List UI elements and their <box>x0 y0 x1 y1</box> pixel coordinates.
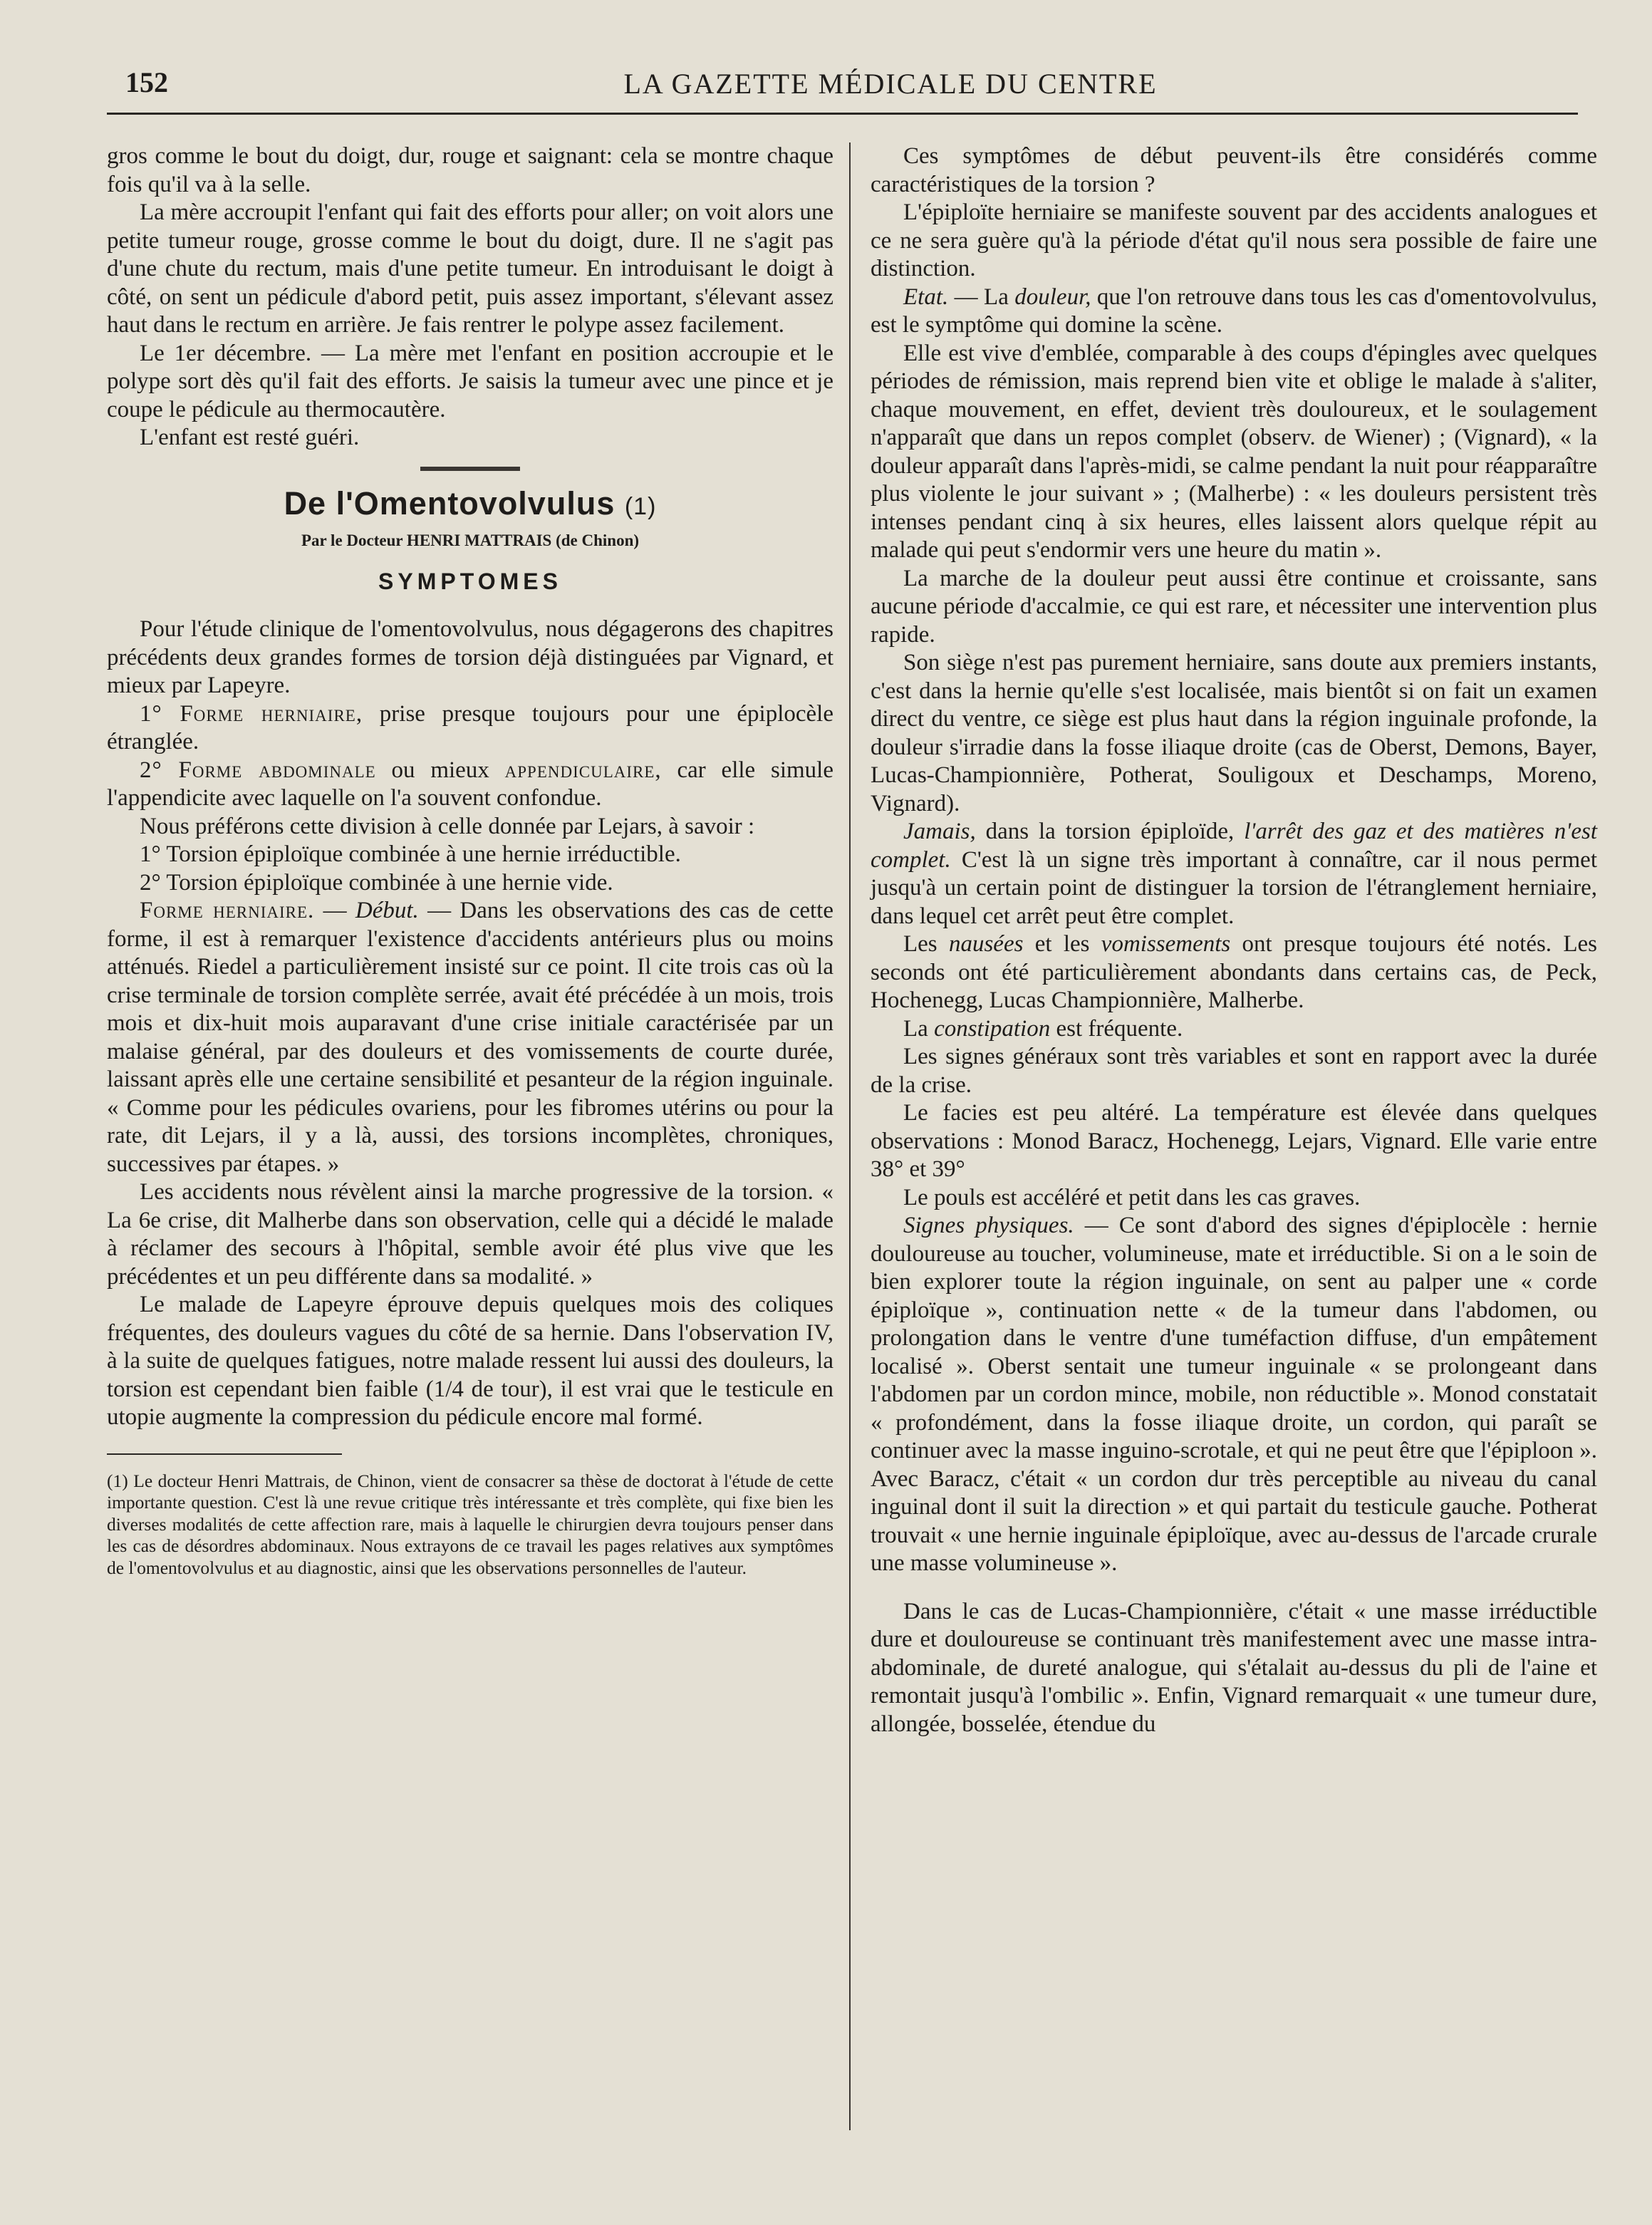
inline-emphasis: Etat. <box>903 284 949 310</box>
paragraph: Ces symptômes de début peuvent-ils être considérés comme caractéristiques de la torsion ? <box>871 143 1597 197</box>
inline-emphasis: constipation <box>934 1015 1051 1042</box>
paragraph <box>871 1015 1597 1044</box>
section-heading: SYMPTOMES <box>378 568 562 594</box>
left-column <box>107 142 833 1579</box>
paragraph: La marche de la douleur peut aussi être continue et croissante, sans aucune période d'accalmie, ce qui est rare, et nécessiter une intervention plus rapide. <box>871 565 1597 648</box>
inline-emphasis: l'arrêt des gaz et des matières n'est complet. <box>871 819 1598 873</box>
paragraph <box>871 1212 1597 1578</box>
paragraph: gros comme le bout du doigt, dur, rouge et saignant: cela se montre chaque fois qu'il va à la selle. <box>107 143 833 197</box>
paragraph-text: et les <box>1023 931 1101 957</box>
paragraph-text: — La <box>948 284 1015 310</box>
paragraph: Nous préférons cette division à celle donnée par Lejars, à savoir : <box>140 813 755 839</box>
inline-label: 2° Forme abdominale <box>140 757 376 783</box>
paragraph-text: — Ce sont d'abord des signes d'épiplocèle : hernie douloureuse au toucher, volumineuse, mate et irréductible. Si on a le soin de bien explorer toute la région inguinale, on sent au palper une « corde épiploïque », continuation nette « de la tumeur dans l'abdomen, ou prolongation dans le ventre d'une tuméfaction diffuse, d'un empâtement localisé ». Oberst sentait une tumeur inguinale « se prolongeant dans l'abdomen par un cordon mince, mobile, non réductible ». Monod constatait « profondément, dans la fosse iliaque droite, un cordon, qui paraît se continuer avec la masse inguino-scrotale, et qui ne peut être que l'épiploon ». Avec Baracz, c'était « un cordon dur très perceptible au niveau du canal inguinal dont il suit la direction » et qui partait du testicule gauche. Potherat trouvait « une hernie inguinale épiploïque, avec au-dessus de l'arcade crurale une masse volumineuse ». <box>871 1213 1597 1576</box>
paragraph: L'épiploïte herniaire se manifeste souvent par des accidents analogues et ce ne sera guère qu'à la période d'état qu'il nous sera possible de faire une distinction. <box>871 199 1597 281</box>
footnote-rule <box>107 1453 342 1455</box>
inline-emphasis: Jamais, <box>903 819 976 844</box>
inline-emphasis: douleur, <box>1014 284 1091 310</box>
footnote-marker: (1) <box>624 492 657 520</box>
paragraph <box>107 700 833 757</box>
paragraph: Les signes généraux sont très variables et sont en rapport avec la durée de la crise. <box>871 1044 1597 1098</box>
paragraph: Le facies est peu altéré. La température est élevée dans quelques observations : Monod Baracz, Hochenegg, Lejars, Vignard. Elle varie entre 38° et 39° <box>871 1100 1597 1182</box>
paragraph-text: C'est là un signe très important à connaître, car il nous permet jusqu'à un certain point de distinguer la torsion de l'étranglement herniaire, dans lequel cet arrêt peut être complet. <box>871 846 1597 929</box>
inline-label: 1° Forme herniaire, <box>140 700 363 727</box>
paragraph: Son siège n'est pas purement herniaire, sans doute aux premiers instants, c'est dans la hernie qu'elle s'est localisée, mais bientôt si on fait un examen direct du ventre, ce siège est plus haut dans la région inguinale profonde, la douleur s'irradie dans la fosse iliaque droite (cas de Oberst, Demons, Bayer, Lucas-Championnière, Potherat, Souligoux et Deschamps, Moreno, Vignard). <box>871 650 1597 816</box>
paragraph: Les accidents nous révèlent ainsi la marche progressive de la torsion. « La 6e crise, dit Malherbe dans son observation, celle qui a décidé le malade à réclamer des secours à l'hôpital, semble avoir été plus vive que les précédentes et un peu différente dans sa modalité. » <box>107 1179 833 1290</box>
paragraph: Dans le cas de Lucas-Championnière, c'était « une masse irréductible dure et douloureuse se continuant très manifestement avec une masse intra-abdominale, de dureté analogue, qui s'étalait au-dessus du pli de l'aine et remontait jusqu'à l'ombilic ». Enfin, Vignard remarquait « une tumeur dure, allongée, bosselée, étendue du <box>871 1598 1597 1737</box>
inline-label: appendiculaire, <box>504 757 662 783</box>
paragraph-text: ou mieux <box>375 757 505 783</box>
paragraph: Pour l'étude clinique de l'omentovolvulus, nous dégagerons des chapitres précédents deux grandes formes de torsion déjà distinguées par Vignard, et mieux par Lapeyre. <box>107 616 833 698</box>
inline-emphasis: nausées <box>948 931 1024 957</box>
paragraph <box>107 757 833 813</box>
page-number: 152 <box>125 66 168 98</box>
paragraph-text: Dans les observations des cas de cette forme, il est à remarquer l'existence d'accidents antérieurs plus ou moins atténués. Riedel a particulièrement insisté sur ce point. Il cite trois cas où la crise terminale de torsion complète serrée, avait été précédée à un mois, trois mois et dix-huit mois auparavant d'une crise initiale caractérisée par un malaise général, par des douleurs et des vomissements de courte durée, laissant après elle une certaine sensibilité et pesanteur de la région inguinale. « Comme pour les pédicules ovariens, pour les fibromes utérins ou pour la rate, dit Lejars, il y a là, aussi, des torsions incomplètes, chroniques, successives par étapes. » <box>107 898 833 1177</box>
paragraph-text: dans la torsion épiploïde, <box>975 819 1245 844</box>
paragraph-text: ont presque toujours été notés. Les seconds ont été particulièrement abondants dans certains cas, de Peck, Hochenegg, Lucas Championnière, Malherbe. <box>871 931 1597 1013</box>
inline-emphasis: Signes physiques. <box>903 1213 1074 1238</box>
paragraph: Forme herniaire. — Début. — Dans les observations des cas de cette forme, il est à remarquer l'existence d'accidents antérieurs plus ou moins atténués. Riedel a particulièrement insisté sur ce point. Il cite trois cas où la crise terminale de torsion complète serrée, avait été précédée à un mois, trois mois et dix-huit mois auparavant d'une crise initiale caractérisée par un malaise général, par des douleurs et des vomissements de courte durée, laissant après elle une certaine sensibilité et pesanteur de la région inguinale. « Comme pour les pédicules ovariens, pour les fibromes utérins ou pour la rate, dit Lejars, il y a là, aussi, des torsions incomplètes, chroniques, successives par étapes. » <box>107 898 833 1177</box>
paragraph-text: La <box>903 1015 935 1042</box>
article-byline: Par le Docteur HENRI MATTRAIS (de Chinon) <box>301 531 640 549</box>
inline-emphasis: Début. <box>355 898 419 923</box>
paragraph <box>871 818 1597 930</box>
paragraph: La mère accroupit l'enfant qui fait des efforts pour aller; on voit alors une petite tumeur rouge, grosse comme le bout du doigt, dure. Il ne s'agit pas d'une chute du rectum, mais d'une petite tumeur. En introduisant le doigt à côté, on sent un pédicule d'abord petit, puis assez important, s'élevant assez haut dans le rectum en arrière. Je fais rentrer le polype assez facilement. <box>107 199 833 338</box>
column-divider <box>849 142 851 2130</box>
paragraph-text: prise presque toujours pour une épiplocèle étranglée. <box>107 700 833 754</box>
running-title: LA GAZETTE MÉDICALE DU CENTRE <box>623 68 1158 100</box>
paragraph: Le pouls est accéléré et petit dans les cas graves. <box>903 1184 1361 1210</box>
header-rule <box>107 113 1578 115</box>
paragraph-text: que l'on retrouve dans tous les cas d'omentovolvulus, est le symptôme qui domine la scène. <box>871 284 1598 338</box>
paragraph: Le malade de Lapeyre éprouve depuis quelques mois des coliques fréquentes, des douleurs vagues du côté de sa hernie. Dans l'observation IV, à la suite de quelques fatigues, notre malade ressent lui aussi des douleurs, la torsion est cependant bien faible (1/4 de tour), il est vrai que le testicule en utopie augmente la compression du pédicule encore mal formé. <box>107 1292 833 1430</box>
footnote: (1) Le docteur Henri Mattrais, de Chinon, vient de consacrer sa thèse de doctorat à l'étude de cette importante question. C'est là une revue critique très intéressante et très complète, qui fixe bien les diverses modalités de cette affection rare, mais à laquelle le chirurgien devra toujours penser dans les cas de désordres abdominaux. Nous extrayons de ce travail les pages relatives aux symptômes de l'omentovolvulus et au diagnostic, ainsi que les observations personnelles de l'auteur. <box>107 1470 833 1578</box>
inline-label: Forme herniaire. <box>140 898 315 923</box>
paragraph: L'enfant est resté guéri. <box>140 425 360 450</box>
paragraph: 2° Torsion épiploïque combinée à une hernie vide. <box>140 869 613 896</box>
paragraph-text: car elle simule l'appendicite avec laquelle on l'a souvent confondue. <box>107 757 833 811</box>
article-title-text: De l'Omentovolvulus <box>284 484 615 522</box>
paragraph <box>871 930 1597 1015</box>
paragraph-text: est fréquente. <box>1050 1015 1183 1042</box>
paragraph <box>871 284 1597 340</box>
paragraph: Le 1er décembre. — La mère met l'enfant en position accroupie et le polype sort dès qu'il fait des efforts. Je saisis la tumeur avec une pince et je coupe le pédicule au thermocautère. <box>107 340 833 422</box>
paragraph: 1° Torsion épiploïque combinée à une hernie irréductible. <box>140 841 681 867</box>
right-column <box>871 142 1597 1738</box>
article-title <box>107 484 833 522</box>
paragraph: Elle est vive d'emblée, comparable à des coups d'épingles avec quelques périodes de rémission, mais reprend bien vite et oblige le malade à s'aliter, chaque mouvement, en effet, devient très douloureux, et le soulagement n'apparaît que dans un repos complet (observ. de Wiener) ; (Vignard), « la douleur apparaît dans l'après-midi, se calme pendant la nuit pour réapparaître plus violente le jour suivant » ; (Malherbe) : « les douleurs persistent très intenses pendant cinq à six heures, elles laissent alors quelque répit au malade qui peut s'endormir vers une heure du matin ». <box>871 340 1597 563</box>
ornament-divider <box>420 467 520 471</box>
inline-emphasis: vomissements <box>1101 931 1231 957</box>
paragraph-gap <box>871 1578 1597 1598</box>
paragraph-text: Les <box>903 931 949 957</box>
